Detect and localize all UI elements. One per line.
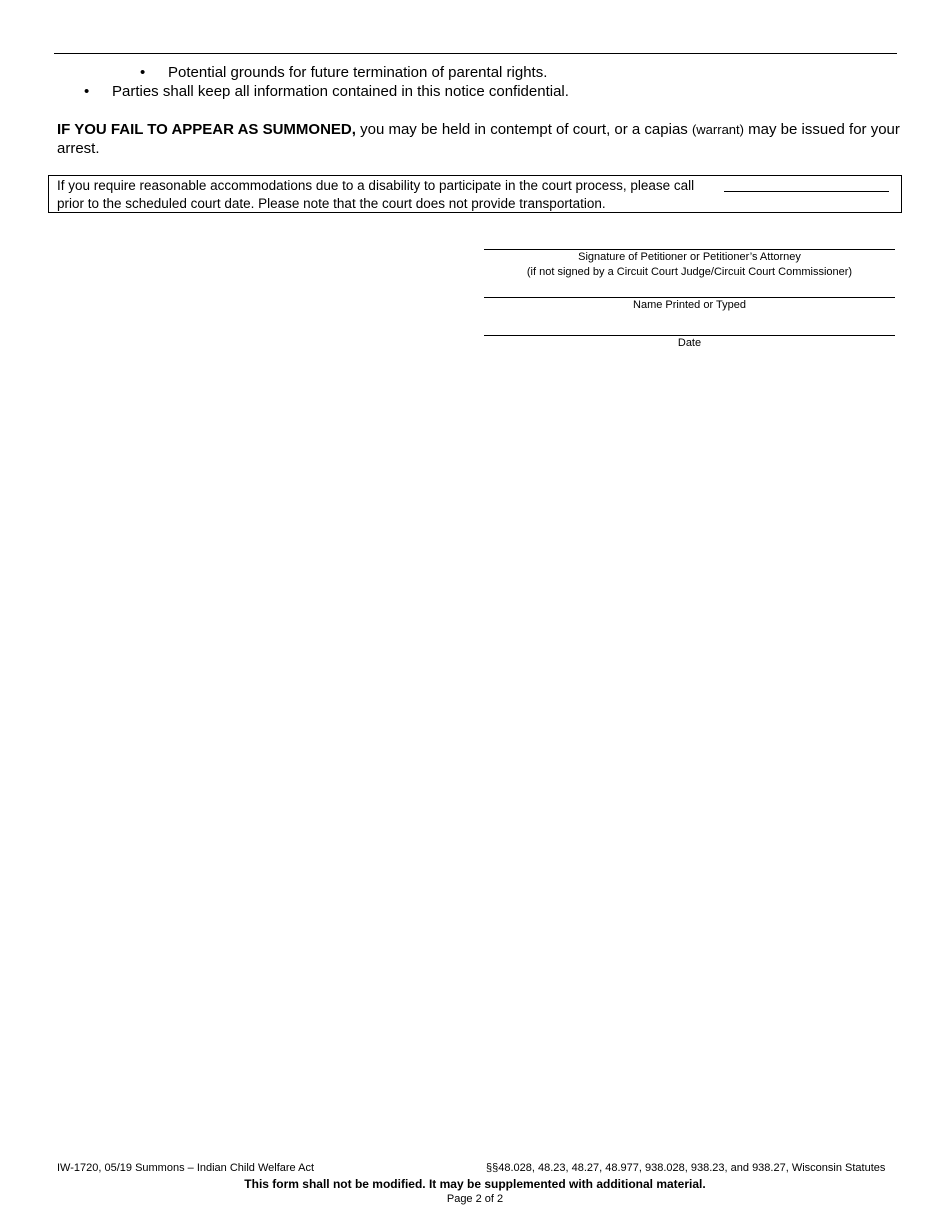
- signature-field[interactable]: [484, 249, 895, 280]
- date-field[interactable]: [484, 335, 895, 351]
- signature-label: Signature of Petitioner or Petitioner’s Attorney: [578, 251, 801, 263]
- bullet-text: Potential grounds for future termination of parental rights.: [168, 64, 548, 81]
- phone-number-field[interactable]: [724, 191, 889, 192]
- accommodation-line-1: If you require reasonable accommodations due to a disability to participate in the court process, please call: [57, 178, 695, 193]
- name-label: Name Printed or Typed: [633, 299, 746, 311]
- accommodation-notice: [48, 175, 902, 213]
- bullet-icon: •: [140, 64, 146, 81]
- accommodation-line-2: prior to the scheduled court date. Please note that the court does not provide transportation.: [57, 196, 606, 211]
- form-identifier: IW-1720, 05/19 Summons – Indian Child Welfare Act: [57, 1162, 315, 1174]
- failure-to-appear-warning: [57, 120, 902, 158]
- warning-lead: IF YOU FAIL TO APPEAR AS SUMMONED,: [57, 121, 356, 138]
- bullet-text: Parties shall keep all information contained in this notice confidential.: [112, 83, 569, 100]
- date-label: Date: [677, 337, 702, 349]
- warning-text-b: may be issued for your arrest.: [57, 121, 900, 157]
- bullet-icon: •: [84, 83, 90, 100]
- page-number: Page 2 of 2: [446, 1193, 504, 1205]
- signature-sublabel: (if not signed by a Circuit Court Judge/Circuit Court Commissioner): [526, 266, 853, 278]
- modification-notice: This form shall not be modified. It may be supplemented with additional material.: [244, 1177, 706, 1191]
- warning-text-a: you may be held in contempt of court, or a capias: [360, 121, 688, 138]
- top-divider: [54, 53, 897, 54]
- warning-small: (warrant): [691, 122, 744, 137]
- statute-citation: §§48.028, 48.23, 48.27, 48.977, 938.028, 938.23, and 938.27, Wisconsin Statutes: [486, 1162, 886, 1174]
- name-printed-field[interactable]: [484, 297, 895, 313]
